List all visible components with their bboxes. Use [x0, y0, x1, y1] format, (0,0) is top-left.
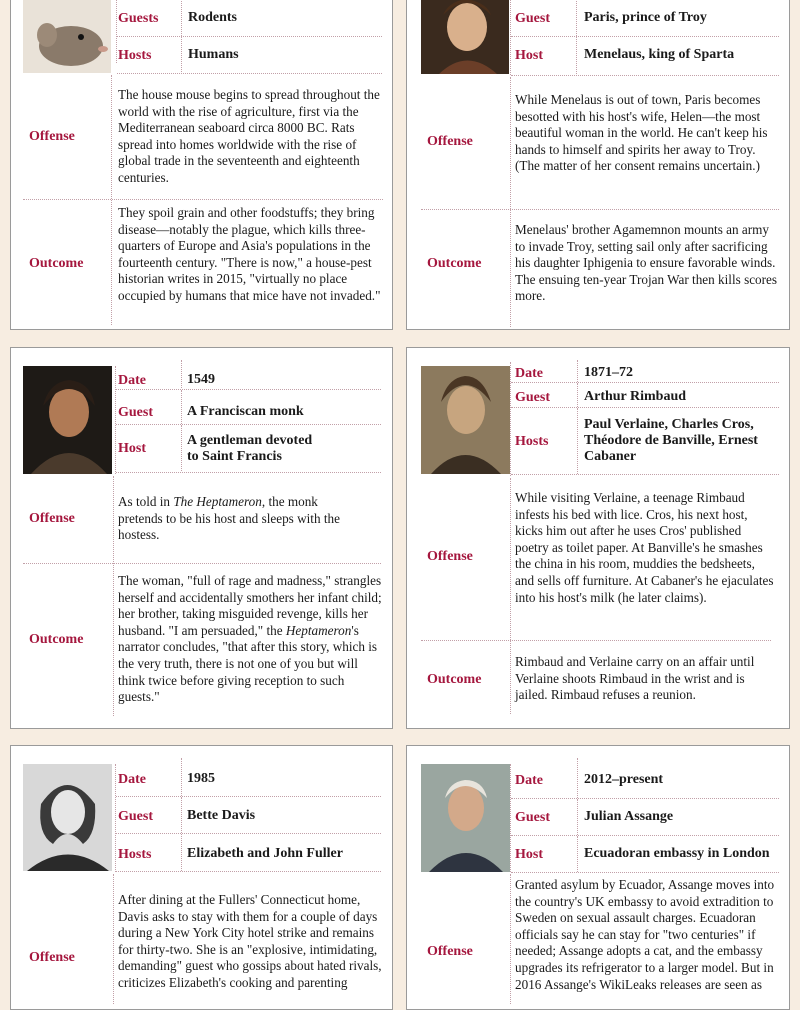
date-value: 1549	[187, 372, 215, 387]
offense-label: Offense	[29, 950, 75, 965]
offense-text: While Menelaus is out of town, Paris becomes besotted with his host's wife, Helen—the most beautiful woman in the world. He can't keep his hands to himself and spirits her away to Troy. (The matter of her consent remains uncertain.)	[515, 92, 768, 174]
host-value: Menelaus, king of Sparta	[584, 47, 735, 62]
card-assange	[406, 745, 790, 1010]
guest-label: Guest	[515, 390, 550, 405]
hosts-label: Hosts	[118, 48, 152, 63]
offense-label: Offense	[29, 129, 75, 144]
guests-label: Guests	[118, 11, 159, 26]
host-label: Host	[515, 847, 543, 862]
outcome-text: Rimbaud and Verlaine carry on an affair until Verlaine shoots Rimbaud in the wrist and is jailed. Rimbaud refuses a reunion.	[515, 654, 755, 703]
offense-label: Offense	[29, 511, 75, 526]
host-label: Host	[515, 48, 543, 63]
monk-portrait	[23, 366, 112, 474]
outcome-text: The woman, "full of rage and madness," strangles herself and accidentally smothers her infant child; her brother, taking misguided revenge, kills her husband. "I am persuaded," the Heptameron's narrator concludes, "that after this story, which is the very truth, there is not one of you but will think twice before giving reception to such guests."	[118, 573, 382, 705]
heptameron-title: Heptameron	[285, 622, 352, 638]
guest-label: Guest	[515, 11, 550, 26]
date-label: Date	[515, 773, 543, 788]
outcome-text: They spoil grain and other foodstuffs; they bring disease—notably the plague, which kills three-quarters of Europe and Asia's populations in the fourteenth century. "There is now," a house-pest historian writes in 2015, "virtually no place occupied by humans that mice have not invaded."	[118, 205, 381, 303]
card-monk	[10, 347, 393, 729]
guest-value: A Franciscan monk	[187, 404, 304, 419]
hosts-value: Humans	[188, 47, 239, 62]
guest-value: Bette Davis	[187, 808, 256, 823]
hosts-label: Hosts	[118, 847, 152, 862]
card-paris	[406, 0, 790, 330]
offense-text: Granted asylum by Ecuador, Assange moves into the country's UK embassy to avoid extradition to Sweden on sexual assault charges. Ecuadoran officials say he can stay for "two centuries" if needed; Assange adopts a cat, and the embassy upgrades its refrigerator to a larger model. But in 2016 Assange's WikiLeaks releases are seen as	[515, 877, 775, 992]
rimbaud-portrait	[421, 366, 510, 474]
guest-label: Guest	[515, 810, 550, 825]
hosts-value: Paul Verlaine, Charles Cros, Théodore de Banville, Ernest Cabaner	[584, 417, 758, 464]
card-bette-davis	[10, 745, 393, 1010]
host-value: A gentleman devoted to Saint Francis	[187, 433, 313, 464]
guests-value: Rodents	[188, 10, 238, 25]
bette-davis-portrait	[23, 764, 112, 871]
guest-label: Guest	[118, 405, 153, 420]
date-label: Date	[118, 373, 146, 388]
paris-portrait	[421, 0, 509, 74]
host-label: Host	[118, 441, 146, 456]
offense-label: Offense	[427, 134, 473, 149]
offense-label: Offense	[427, 549, 473, 564]
guest-value: Julian Assange	[584, 809, 674, 824]
offense-text: The house mouse begins to spread throughout the world with the rise of agriculture, first via the Mediterranean seaboard circa 8000 BC. Rats spread into homes worldwide with the rise of global trade in the seventeenth and eighteenth centuries.	[118, 87, 380, 185]
mouse-photo	[23, 0, 111, 73]
date-value: 2012–present	[584, 772, 664, 787]
date-label: Date	[118, 772, 146, 787]
date-label: Date	[515, 366, 543, 381]
date-value: 1871–72	[584, 365, 633, 380]
outcome-text: Menelaus' brother Agamemnon mounts an army to invade Troy, setting sail only after sacrificing his daughter Iphigenia to ensure favorable winds. The ensuing ten-year Trojan War then kills scores more.	[515, 222, 778, 304]
assange-portrait	[421, 764, 510, 872]
guest-value: Paris, prince of Troy	[584, 10, 707, 25]
guest-value: Arthur Rimbaud	[584, 389, 687, 404]
offense-text: As told in The Heptameron, the monk pretends to be his host and sleeps with the hostess.	[118, 494, 340, 543]
host-value: Ecuadoran embassy in London	[584, 846, 770, 861]
outcome-label: Outcome	[427, 672, 482, 687]
card-rimbaud	[406, 347, 790, 729]
hosts-label: Hosts	[515, 434, 549, 449]
hosts-value: Elizabeth and John Fuller	[187, 846, 343, 861]
heptameron-title: The Heptameron	[173, 494, 262, 509]
outcome-label: Outcome	[29, 256, 84, 271]
offense-text: While visiting Verlaine, a teenage Rimbaud infests his bed with lice. Cros, his next host, kicks him out after he uses Cros' published poetry as toilet paper. At Banville's he smashes the china in his room, muddies the bedsheets, and sells off furniture. At Cabaner's he ejaculates into his host's milk (he later claims).	[515, 490, 774, 605]
outcome-label: Outcome	[29, 632, 84, 647]
date-value: 1985	[187, 771, 215, 786]
offense-label: Offense	[427, 944, 473, 959]
outcome-label: Outcome	[427, 256, 482, 271]
offense-text: After dining at the Fullers' Connecticut home, Davis asks to stay with them for a couple of days during a New York City hotel strike and remains for thirty-two. She is an "explosive, intimidating, demanding" guest who gossips about hated rivals, criticizes Elizabeth's cooking and parenting	[118, 892, 382, 990]
guest-label: Guest	[118, 809, 153, 824]
card-rodents	[10, 0, 393, 330]
